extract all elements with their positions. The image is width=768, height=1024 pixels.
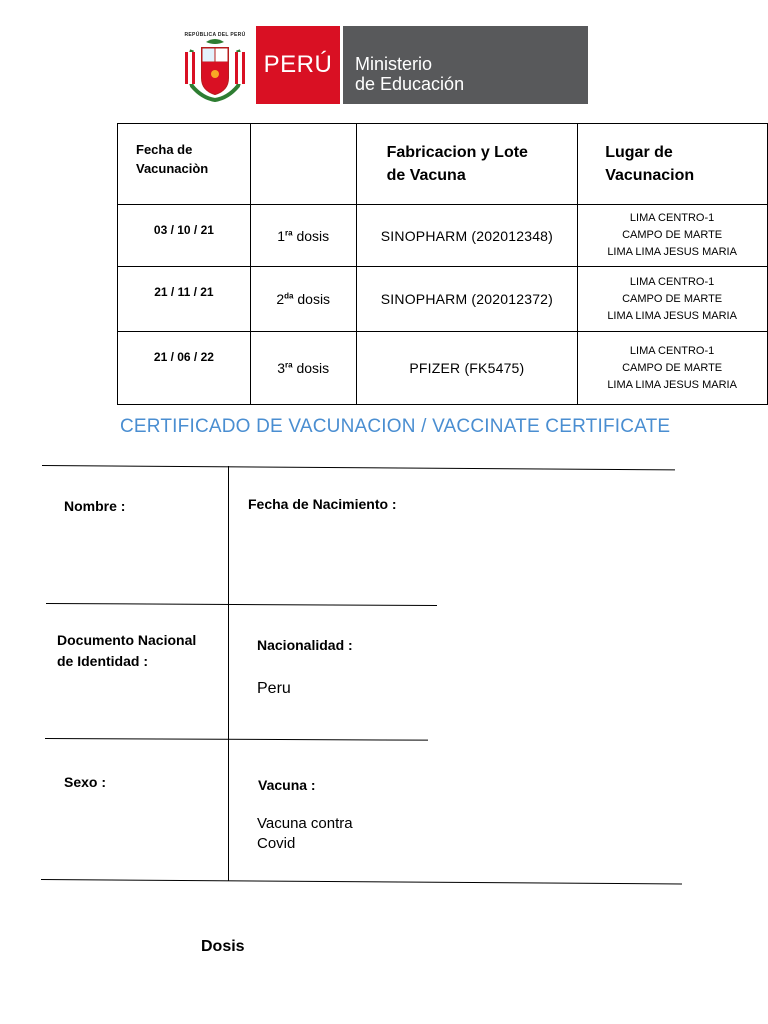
- header-date-line2: Vacunaciòn: [136, 161, 209, 176]
- place-line3: LIMA LIMA JESUS MARIA: [607, 246, 737, 258]
- dose-word: dosis: [296, 227, 330, 244]
- vaccine-lot: SINOPHARM (202012372): [356, 267, 578, 332]
- dni-label-line1: Documento Nacional: [57, 632, 197, 648]
- place-line1: LIMA CENTRO-1: [629, 344, 715, 357]
- place-line3: LIMA LIMA JESUS MARIA: [607, 309, 737, 322]
- dose-number: [250, 205, 356, 267]
- table-header-row: [118, 124, 768, 205]
- header-maker-line2: de Vacuna: [386, 167, 466, 184]
- form-divider: [42, 465, 675, 470]
- header-date-line1: Fecha de: [136, 142, 193, 157]
- vaccine-label: Vacuna :: [258, 777, 316, 793]
- dose-num: 3: [277, 360, 286, 376]
- dose-word: dosis: [297, 291, 331, 307]
- vaccination-place: [578, 267, 768, 332]
- vaccine-lot: PFIZER (FK5475): [356, 332, 578, 405]
- certificate-title: CERTIFICADO DE VACUNACION / VACCINATE CERTIFICATE: [120, 416, 671, 437]
- form-divider: [41, 879, 682, 884]
- form-column-divider: [228, 466, 229, 881]
- vaccine-value-line1: Vacuna contra: [257, 815, 353, 832]
- ministry-brand-box: [343, 26, 588, 104]
- place-line2: CAMPO DE MARTE: [622, 292, 723, 305]
- dose-num: 2: [276, 291, 285, 307]
- dose-word: dosis: [296, 360, 330, 376]
- nationality-value: Peru: [257, 680, 291, 697]
- ministry-header: [180, 26, 590, 104]
- dose-date: 03 / 10 / 21: [118, 205, 251, 267]
- place-line2: CAMPO DE MARTE: [622, 229, 723, 241]
- vaccine-value: [257, 814, 353, 854]
- vaccine-lot: SINOPHARM (202012348): [356, 205, 578, 267]
- birth-date-label: Fecha de Nacimiento :: [248, 496, 397, 512]
- form-divider: [45, 738, 428, 741]
- table-row: [118, 267, 768, 332]
- doses-label: Dosis: [201, 938, 245, 955]
- dni-label: [57, 630, 196, 672]
- form-divider: [46, 603, 437, 606]
- ministry-name-line2: de Educación: [355, 74, 465, 94]
- dose-number: [250, 267, 356, 332]
- peru-brand-box: [256, 26, 340, 104]
- ministry-name-line1: Ministerio: [355, 54, 433, 74]
- place-line2: CAMPO DE MARTE: [622, 361, 723, 374]
- dose-num: 1: [277, 227, 286, 244]
- header-place-line1: Lugar de: [605, 144, 673, 161]
- dose-ordinal: ra: [285, 227, 293, 237]
- nationality-label: Nacionalidad :: [257, 637, 353, 653]
- vaccine-value-line2: Covid: [257, 835, 296, 852]
- header-maker-line1: Fabricacion y Lote: [386, 144, 528, 161]
- header-maker: [356, 124, 578, 205]
- dose-ordinal: da: [284, 291, 294, 301]
- place-line3: LIMA LIMA JESUS MARIA: [607, 378, 737, 391]
- table-row: [118, 332, 768, 405]
- sex-label: Sexo :: [64, 774, 107, 790]
- header-place-line2: Vacunacion: [605, 167, 695, 184]
- header-date: [118, 124, 251, 205]
- header-place: [578, 124, 768, 205]
- dose-ordinal: ra: [285, 360, 293, 370]
- table-row: [118, 205, 768, 267]
- country-name: PERÚ: [263, 51, 333, 78]
- dose-date: 21 / 06 / 22: [118, 332, 251, 405]
- header-dose: [250, 124, 356, 205]
- dose-number: [250, 332, 356, 405]
- place-line1: LIMA CENTRO-1: [629, 275, 715, 288]
- vaccination-place: [578, 332, 768, 405]
- crest-text: REPÚBLICA DEL PERÚ: [184, 32, 246, 38]
- name-label: Nombre :: [64, 498, 126, 514]
- place-line1: LIMA CENTRO-1: [629, 212, 715, 224]
- vaccination-table: [117, 123, 768, 405]
- dose-date: 21 / 11 / 21: [118, 267, 251, 332]
- vaccination-place: [578, 205, 768, 267]
- peru-coat-of-arms-icon: [180, 28, 250, 102]
- dni-label-line2: de Identidad :: [57, 653, 148, 669]
